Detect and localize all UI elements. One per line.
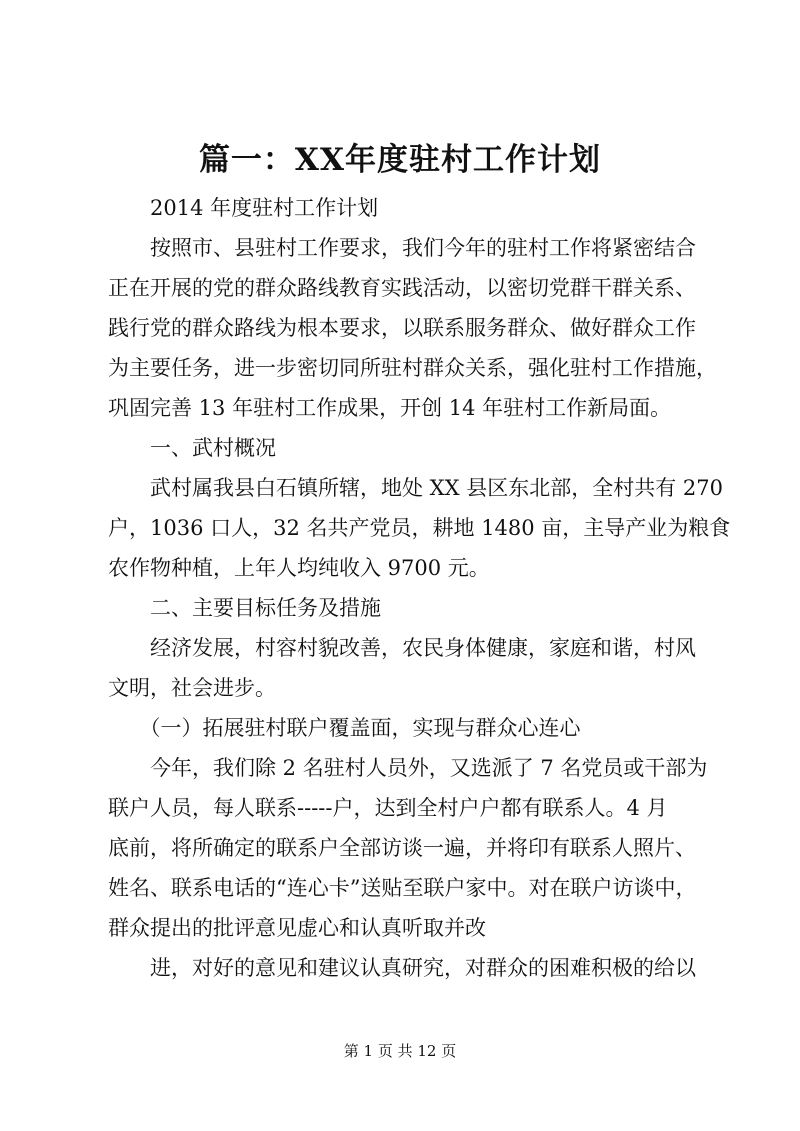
body-line: 群众提出的批评意见虚心和认真听取并改: [108, 916, 486, 940]
body-line: 进，对好的意见和建议认真研究，对群众的困难积极的给以: [108, 956, 696, 980]
body-line: 底前，将所确定的联系户全部访谈一遍，并将印有联系人照片、: [108, 836, 696, 860]
body-line: 一、武村概况: [108, 436, 276, 460]
body-line: 正在开展的党的群众路线教育实践活动，以密切党群干群关系、: [108, 276, 696, 300]
body-line: 农作物种植，上年人均纯收入 9700 元。: [108, 556, 490, 580]
body-line: 经济发展，村容村貌改善，农民身体健康，家庭和谐，村风: [108, 636, 696, 660]
body-line: 按照市、县驻村工作要求，我们今年的驻村工作将紧密结合: [108, 236, 696, 260]
page-footer: 第 1 页 共 12 页: [343, 1042, 457, 1060]
body-line: 践行党的群众路线为根本要求，以联系服务群众、做好群众工作: [108, 316, 696, 340]
body-line: （一）拓展驻村联户覆盖面，实现与群众心连心: [108, 716, 581, 740]
body-line: 武村属我县白石镇所辖，地处 XX 县区东北部，全村共有 270: [108, 476, 724, 500]
body-line: 姓名、联系电话的“连心卡”送贴至联户家中。对在联户访谈中，: [108, 876, 697, 900]
body-line: 今年，我们除 2 名驻村人员外，又选派了 7 名党员或干部为: [108, 756, 708, 780]
document-title: 篇一：XX年度驻村工作计划: [198, 142, 602, 178]
document-body: [108, 188, 731, 988]
body-line: 户，1036 口人，32 名共产党员，耕地 1480 亩，主导产业为粮食: [108, 516, 731, 540]
body-line: 二、主要目标任务及措施: [108, 596, 381, 620]
body-line: 为主要任务，进一步密切同所驻村群众关系，强化驻村工作措施，: [108, 356, 717, 380]
body-line: 巩固完善 13 年驻村工作成果，开创 14 年驻村工作新局面。: [108, 396, 672, 420]
body-line: 2014 年度驻村工作计划: [108, 196, 379, 220]
body-line: 联户人员，每人联系-----户，达到全村户户都有联系人。4 月: [108, 796, 668, 820]
body-line: 文明，社会进步。: [108, 676, 276, 700]
